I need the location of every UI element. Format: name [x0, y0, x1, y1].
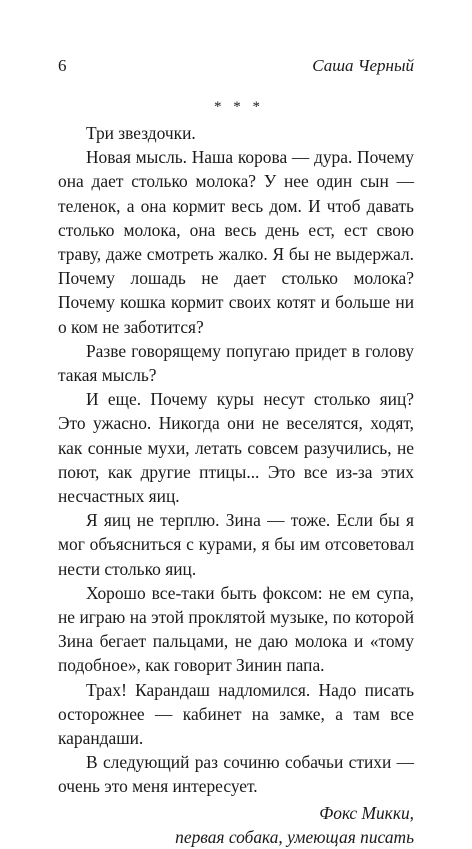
signature-title: первая собака, умеющая писать [175, 826, 414, 847]
paragraph: В следующий раз сочиню собачьи стихи — очень это меня интересует. [58, 752, 414, 797]
paragraph: И еще. Почему куры несут столько яиц? Это ужасно. Никогда они не веселятся, ходят, как сонные мухи, летать совсем разучились, не поют, как другие птицы... Это все из-за этих несчастных яиц. [58, 389, 414, 507]
paragraph: Хорошо все-таки быть фоксом: не ем супа, не играю на этой проклятой музыке, по которой Зина бегает пальцами, не даю молока и «тому подобное», как говорит Зинин папа. [58, 582, 414, 676]
paragraph: Разве говорящему попугаю придет в голову такая мысль? [58, 340, 414, 386]
page-number: 6 [58, 56, 67, 75]
running-head [58, 56, 414, 76]
book-page [58, 56, 414, 849]
paragraph: Три звездочки. [86, 123, 196, 143]
paragraph: Я яиц не терплю. Зина — тоже. Если бы я мог объясниться с курами, я бы им отсоветовал нести столько яиц. [58, 510, 414, 579]
running-head-author: Саша Черный [312, 56, 414, 75]
body-text [58, 121, 414, 799]
paragraph: Новая мысль. Наша корова — дура. Почему она дает столько молока? У нее один сын — теленок, а она кормит весь дом. И чтоб давать столько молока, она весь день ест, ест свою траву, даже смотреть жалко. Я бы не выдержал. Почему лошадь не дает столько молока? Почему кошка кормит своих котят и больше ни о ком не заботится? [58, 147, 414, 337]
section-break-asterisks: * * * [214, 99, 264, 115]
signature-name: Фокс Микки, [319, 802, 414, 823]
paragraph: Трах! Карандаш надломился. Надо писать осторожнее — кабинет на замке, а там все карандаши. [58, 679, 414, 749]
signature [58, 801, 414, 849]
